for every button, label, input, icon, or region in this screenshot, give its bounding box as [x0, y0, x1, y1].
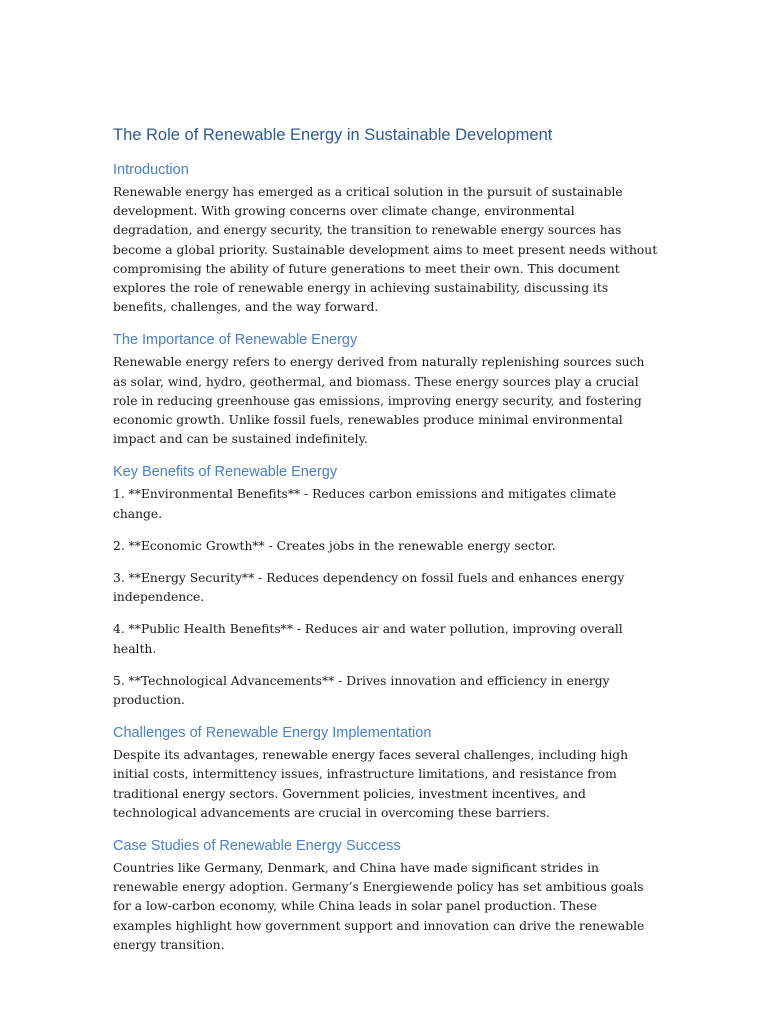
- benefits-list: [113, 485, 658, 710]
- benefit-item-health: 4. **Public Health Benefits** - Reduces air and water pollution, improving overall health.: [113, 622, 623, 656]
- case-studies-heading: Case Studies of Renewable Energy Success: [113, 838, 401, 855]
- section-challenges: [113, 724, 658, 823]
- importance-heading: The Importance of Renewable Energy: [113, 332, 358, 349]
- case-studies-paragraph: Countries like Germany, Denmark, and China have made significant strides in renewable energy adoption. Germany’s Energiewende policy has set ambitious goals for a low-carbon economy, while China leads in solar panel production. These examples highlight how government support and innovation can drive the renewable energy transition.: [113, 861, 645, 952]
- benefit-item-security: 3. **Energy Security** - Reduces dependency on fossil fuels and enhances energy independence.: [113, 571, 625, 605]
- section-case-studies: [113, 837, 658, 955]
- benefits-heading: Key Benefits of Renewable Energy: [113, 464, 338, 481]
- introduction-heading: Introduction: [113, 162, 189, 178]
- challenges-paragraph: Despite its advantages, renewable energy faces several challenges, including high initial costs, intermittency issues, infrastructure limitations, and resistance from traditional energy sectors. Government policies, investment incentives, and technological advancements are crucial in overcoming these barriers.: [113, 748, 629, 820]
- section-importance: [113, 331, 658, 449]
- challenges-heading: Challenges of Renewable Energy Implementation: [113, 725, 432, 742]
- document-title: The Role of Renewable Energy in Sustainable Development: [113, 126, 553, 144]
- introduction-paragraph: Renewable energy has emerged as a critical solution in the pursuit of sustainable development. With growing concerns over climate change, environmental degradation, and energy security, the transition to renewable energy sources has become a global priority. Sustainable development aims to meet present needs without compromising the ability of future generations to meet their own. This document explores the role of renewable energy in achieving sustainability, discussing its benefits, challenges, and the way forward.: [113, 185, 658, 315]
- benefit-item-economic: 2. **Economic Growth** - Creates jobs in the renewable energy sector.: [113, 538, 556, 553]
- benefit-item-environmental: 1. **Environmental Benefits** - Reduces carbon emissions and mitigates climate change.: [113, 487, 617, 521]
- document-page: [113, 124, 658, 969]
- section-introduction: [113, 161, 658, 317]
- section-benefits: [113, 463, 658, 710]
- benefit-item-technology: 5. **Technological Advancements** - Drives innovation and efficiency in energy production.: [113, 673, 610, 708]
- importance-paragraph: Renewable energy refers to energy derived from naturally replenishing sources such as solar, wind, hydro, geothermal, and biomass. These energy sources play a crucial role in reducing greenhouse gas emissions, improving energy security, and fostering economic growth. Unlike fossil fuels, renewables produce minimal environmental impact and can be sustained indefinitely.: [113, 355, 645, 447]
